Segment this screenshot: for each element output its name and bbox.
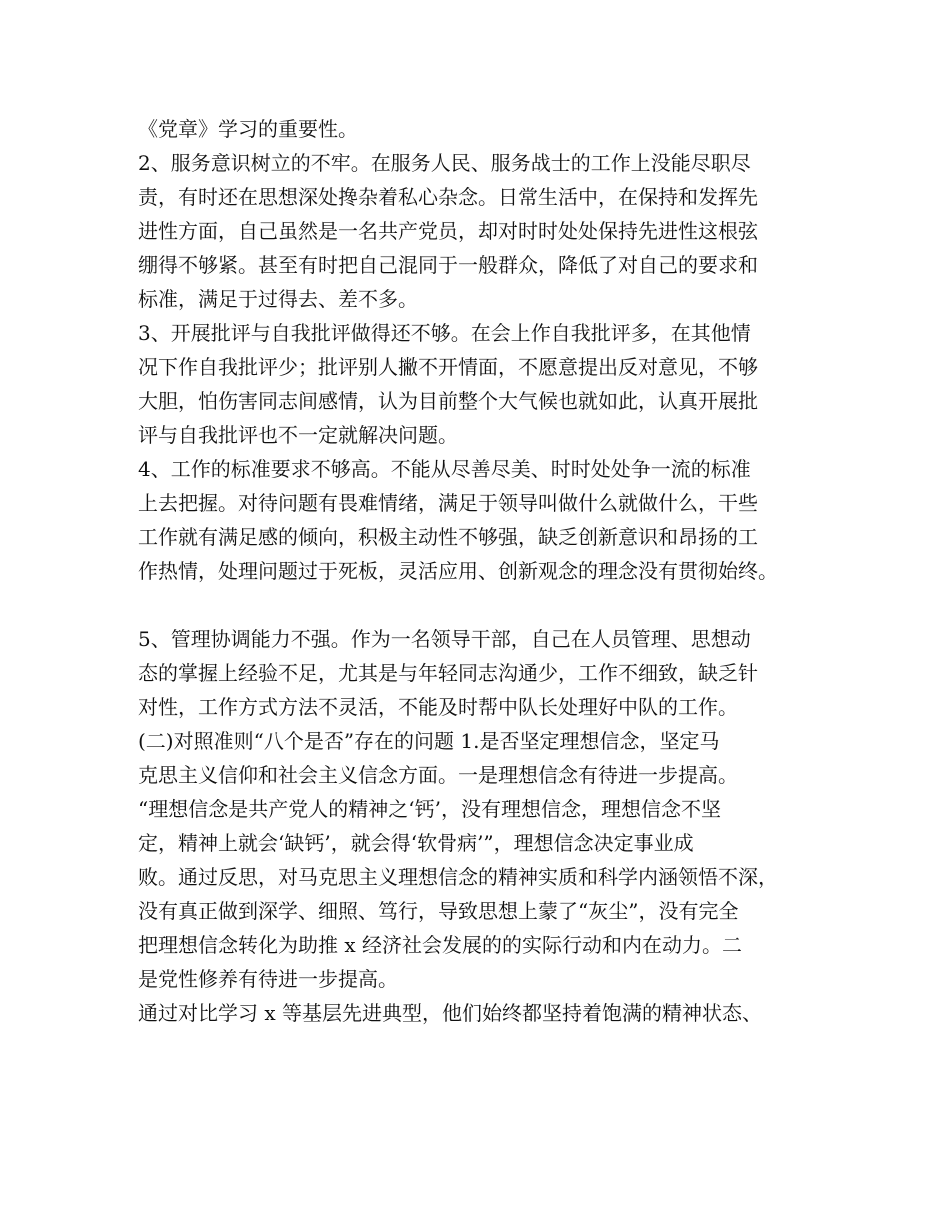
text-line: “理想信念是共产党人的精神之‘钙’，没有理想信念，理想信念不坚: [138, 797, 721, 821]
text-line: 上去把握。对待问题有畏难情绪，满足于领导叫做什么就做什么，干些: [138, 491, 758, 515]
text-line: 《党章》学习的重要性。: [138, 117, 358, 141]
text-line: 绷得不够紧。甚至有时把自己混同于一般群众，降低了对自己的要求和: [138, 253, 758, 277]
text-line: 标准，满足于过得去、差不多。: [138, 287, 418, 311]
text-line: 没有真正做到深学、细照、笃行，导致思想上蒙了“灰尘”，没有完全: [138, 899, 739, 923]
text-line: 是党性修养有待进一步提高。: [138, 967, 398, 991]
text-line: 定，精神上就会‘缺钙’，就会得‘软骨病’”，理想信念决定事业成: [138, 831, 694, 855]
text-line: 通过对比学习 x 等基层先进典型，他们始终都坚持着饱满的精神状态、: [138, 1001, 762, 1025]
text-line: 评与自我批评也不一定就解决问题。: [138, 423, 458, 447]
document-page: [138, 112, 828, 1030]
text-line: 克思主义信仰和社会主义信念方面。一是理想信念有待进一步提高。: [138, 763, 738, 787]
text-line: 5、管理协调能力不强。作为一名领导干部，自己在人员管理、思想动: [138, 627, 751, 651]
text-line: 责，有时还在思想深处搀杂着私心杂念。日常生活中，在保持和发挥先: [138, 185, 758, 209]
text-line: 作热情，处理问题过于死板，灵活应用、创新观念的理念没有贯彻始终。: [138, 559, 778, 583]
text-line: 3、开展批评与自我批评做得还不够。在会上作自我批评多，在其他情: [138, 321, 751, 345]
text-line: 进性方面，自己虽然是一名共产党员，却对时时处处保持先进性这根弦: [138, 219, 758, 243]
text-line: 败。通过反思，对马克思主义理想信念的精神实质和科学内涵领悟不深，: [138, 865, 778, 889]
text-line: 大胆，怕伤害同志间感情，认为目前整个大气候也就如此，认真开展批: [138, 389, 758, 413]
text-line: 态的掌握上经验不足，尤其是与年轻同志沟通少，工作不细致，缺乏针: [138, 661, 758, 685]
text-line: 2、服务意识树立的不牢。在服务人民、服务战士的工作上没能尽职尽: [138, 151, 751, 175]
text-line: 工作就有满足感的倾向，积极主动性不够强，缺乏创新意识和昂扬的工: [138, 525, 758, 549]
text-line: 4、工作的标准要求不够高。不能从尽善尽美、时时处处争一流的标准: [138, 457, 751, 481]
text-line: 把理想信念转化为助推 x 经济社会发展的的实际行动和内在动力。二: [138, 933, 742, 957]
text-line: (二)对照准则“八个是否”存在的问题 1.是否坚定理想信念，坚定马: [138, 729, 720, 753]
text-line: 对性，工作方式方法不灵活，不能及时帮中队长处理好中队的工作。: [138, 695, 738, 719]
paragraph-gap: [138, 588, 828, 622]
text-line: 况下作自我批评少；批评别人撇不开情面，不愿意提出反对意见，不够: [138, 355, 758, 379]
